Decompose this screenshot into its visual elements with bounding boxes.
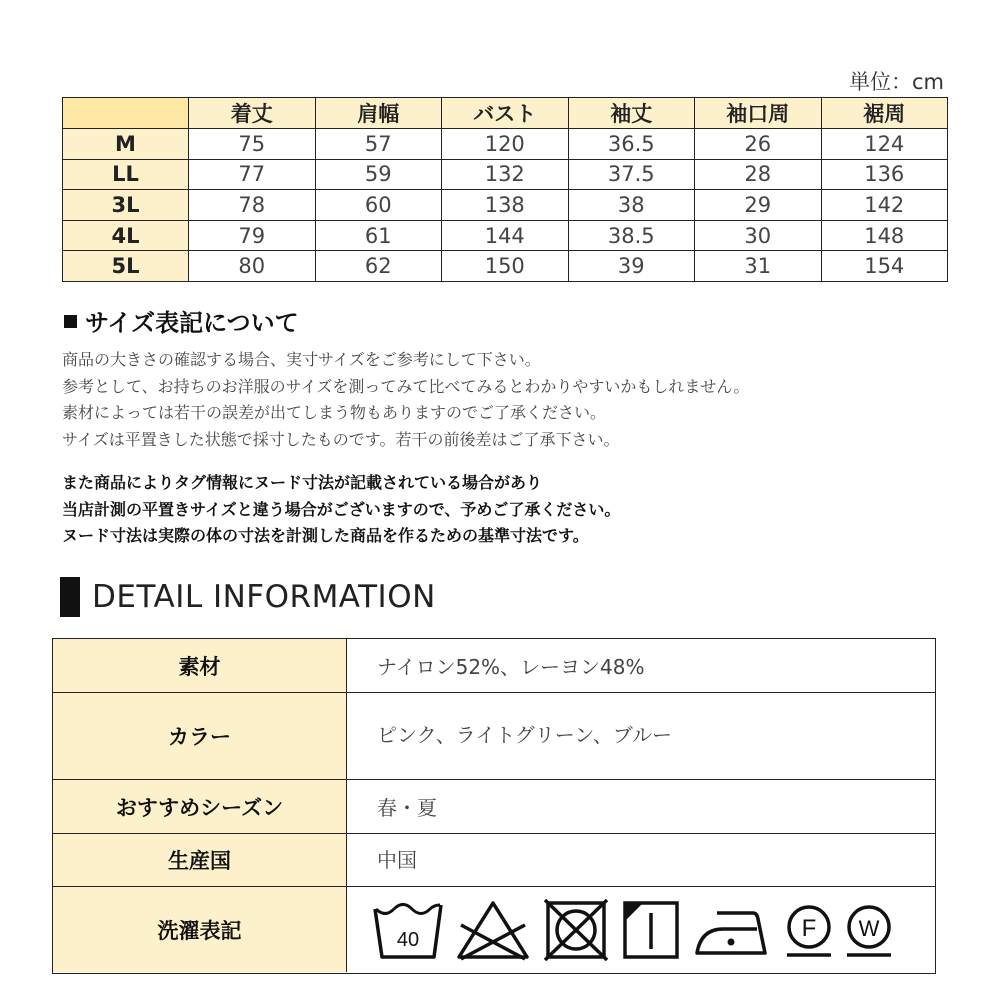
table-cell: 80 [189, 251, 316, 282]
note-line: 素材によっては若干の誤差が出てしまう物もありますのでご了承ください。 [62, 403, 607, 422]
table-cell: 36.5 [568, 129, 695, 160]
detail-table [52, 638, 936, 974]
square-bullet-icon [64, 315, 77, 328]
size-notes-title-text: サイズ表記について [85, 309, 299, 337]
table-cell: 59 [315, 159, 442, 190]
detail-row-color [53, 693, 935, 780]
detail-row-origin [53, 834, 935, 887]
table-cell: 154 [821, 251, 948, 282]
note-line: 参考として、お持ちのお洋服のサイズを測ってみて比べてみるとわかりやすいかもしれません。 [62, 376, 750, 396]
note-line: サイズは平置きした状態で採寸したものです。若干の前後差はご了承下さい。 [62, 429, 620, 449]
header-cell: 肩幅 [315, 98, 442, 129]
table-cell: 37.5 [568, 159, 695, 190]
wet-clean-text: W [858, 915, 880, 941]
table-cell: 79 [189, 220, 316, 251]
dry-clean-f-icon [785, 899, 833, 961]
size-label: M [63, 129, 189, 160]
detail-heading-text: DETAIL INFORMATION [92, 579, 436, 615]
table-cell: 26 [695, 129, 822, 160]
nude-size-notes [62, 470, 942, 550]
detail-label: 素材 [53, 639, 347, 692]
table-cell: 29 [695, 190, 822, 221]
size-table [62, 97, 948, 282]
table-cell: 142 [821, 190, 948, 221]
table-cell: 78 [189, 190, 316, 221]
header-cell: 袖丈 [568, 98, 695, 129]
detail-value: 中国 [377, 848, 417, 872]
bold-note-line: また商品によりタグ情報にヌード寸法が記載されている場合があり [62, 473, 543, 492]
table-cell: 136 [821, 159, 948, 190]
size-notes [62, 347, 942, 453]
table-row [63, 251, 948, 282]
table-row [63, 159, 948, 190]
table-cell: 39 [568, 251, 695, 282]
dry-clean-text: F [801, 914, 817, 942]
no-bleach-icon [455, 899, 531, 961]
table-row [63, 129, 948, 160]
table-corner-cell [63, 98, 189, 129]
detail-row-material [53, 639, 935, 693]
line-dry-shade-icon [621, 899, 681, 961]
wash-temp-text: 40 [396, 928, 420, 951]
table-cell: 75 [189, 129, 316, 160]
table-cell: 30 [695, 220, 822, 251]
size-notes-title [64, 303, 299, 338]
table-cell: 38.5 [568, 220, 695, 251]
table-cell: 57 [315, 129, 442, 160]
detail-row-season [53, 780, 935, 834]
header-cell: 袖口周 [695, 98, 822, 129]
table-row [63, 220, 948, 251]
table-cell: 62 [315, 251, 442, 282]
header-cell: 裾周 [821, 98, 948, 129]
table-cell: 77 [189, 159, 316, 190]
table-cell: 150 [442, 251, 569, 282]
heading-bar-icon [60, 577, 80, 617]
table-cell: 138 [442, 190, 569, 221]
table-cell: 60 [315, 190, 442, 221]
size-label: 5L [63, 251, 189, 282]
table-cell: 120 [442, 129, 569, 160]
detail-value: ナイロン52%、レーヨン48% [377, 655, 645, 679]
detail-label: おすすめシーズン [53, 780, 347, 833]
size-label: LL [63, 159, 189, 190]
table-cell: 132 [442, 159, 569, 190]
table-cell: 144 [442, 220, 569, 251]
bold-note-line: 当店計測の平置きサイズと違う場合がございますので、予めご了承ください。 [62, 499, 621, 519]
table-cell: 61 [315, 220, 442, 251]
detail-label: カラー [53, 693, 347, 779]
detail-heading [60, 577, 436, 617]
size-label: 4L [63, 220, 189, 251]
detail-value: ピンク、ライトグリーン、ブルー [377, 723, 672, 747]
size-table-header-row [63, 98, 948, 129]
table-cell: 38 [568, 190, 695, 221]
unit-label: 単位：cm [848, 70, 944, 94]
care-icons [347, 887, 935, 972]
table-cell: 28 [695, 159, 822, 190]
table-cell: 124 [821, 129, 948, 160]
detail-value: 春・夏 [377, 796, 437, 820]
table-cell: 31 [695, 251, 822, 282]
header-cell: バスト [442, 98, 569, 129]
note-line: 商品の大きさの確認する場合、実寸サイズをご参考にして下さい。 [62, 350, 541, 369]
wash-tub-40-icon [373, 899, 443, 961]
table-cell: 148 [821, 220, 948, 251]
no-tumble-dry-icon [543, 899, 609, 961]
table-row [63, 190, 948, 221]
header-cell: 着丈 [189, 98, 316, 129]
bold-note-line: ヌード寸法は実際の体の寸法を計測した商品を作るための基準寸法です。 [62, 526, 589, 545]
size-label: 3L [63, 190, 189, 221]
detail-label: 洗濯表記 [53, 887, 347, 972]
detail-row-care [53, 887, 935, 972]
iron-low-icon [693, 899, 773, 961]
wet-clean-w-icon [845, 899, 893, 961]
detail-label: 生産国 [53, 834, 347, 886]
